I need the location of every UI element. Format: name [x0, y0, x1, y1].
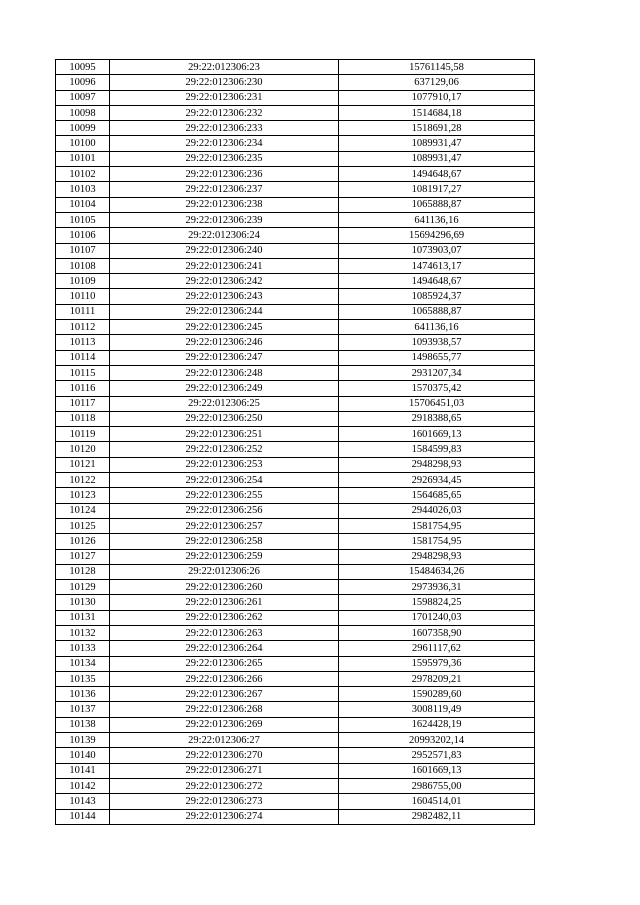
cadastral-value-cell: 2926934,45: [339, 473, 535, 488]
table-row: [56, 121, 535, 136]
cadastral-value-cell: 1564685,65: [339, 488, 535, 503]
table-row: [56, 488, 535, 503]
table-row: [56, 350, 535, 365]
row-number-cell: 10116: [56, 381, 110, 396]
cadastral-value-cell: 2948298,93: [339, 457, 535, 472]
table-row: [56, 534, 535, 549]
cadastral-number-cell: 29:22:012306:241: [110, 258, 339, 273]
row-number-cell: 10131: [56, 610, 110, 625]
cadastral-value-cell: 1494648,67: [339, 167, 535, 182]
cadastral-number-cell: 29:22:012306:254: [110, 473, 339, 488]
row-number-cell: 10144: [56, 809, 110, 824]
cadastral-value-table: [55, 59, 535, 825]
cadastral-value-cell: 1089931,47: [339, 151, 535, 166]
table-row: [56, 304, 535, 319]
cadastral-number-cell: 29:22:012306:253: [110, 457, 339, 472]
cadastral-value-cell: 1518691,28: [339, 121, 535, 136]
cadastral-number-cell: 29:22:012306:260: [110, 580, 339, 595]
cadastral-number-cell: 29:22:012306:238: [110, 197, 339, 212]
row-number-cell: 10120: [56, 442, 110, 457]
cadastral-value-cell: 1581754,95: [339, 518, 535, 533]
cadastral-value-cell: 1498655,77: [339, 350, 535, 365]
row-number-cell: 10108: [56, 258, 110, 273]
cadastral-value-cell: 1595979,36: [339, 656, 535, 671]
row-number-cell: 10136: [56, 687, 110, 702]
table-row: [56, 549, 535, 564]
table-row: [56, 167, 535, 182]
cadastral-value-cell: 1590289,60: [339, 687, 535, 702]
table-row: [56, 580, 535, 595]
cadastral-number-cell: 29:22:012306:239: [110, 212, 339, 227]
row-number-cell: 10117: [56, 396, 110, 411]
cadastral-value-cell: 1085924,37: [339, 289, 535, 304]
row-number-cell: 10130: [56, 595, 110, 610]
table-row: [56, 457, 535, 472]
table-row: [56, 75, 535, 90]
row-number-cell: 10103: [56, 182, 110, 197]
table-row: [56, 274, 535, 289]
cadastral-number-cell: 29:22:012306:256: [110, 503, 339, 518]
row-number-cell: 10122: [56, 473, 110, 488]
cadastral-value-cell: 2948298,93: [339, 549, 535, 564]
cadastral-number-cell: 29:22:012306:235: [110, 151, 339, 166]
cadastral-number-cell: 29:22:012306:237: [110, 182, 339, 197]
cadastral-number-cell: 29:22:012306:233: [110, 121, 339, 136]
table-row: [56, 60, 535, 75]
cadastral-number-cell: 29:22:012306:273: [110, 794, 339, 809]
table-row: [56, 641, 535, 656]
cadastral-number-cell: 29:22:012306:232: [110, 105, 339, 120]
cadastral-value-cell: 2918388,65: [339, 411, 535, 426]
cadastral-value-cell: 1093938,57: [339, 335, 535, 350]
cadastral-number-cell: 29:22:012306:231: [110, 90, 339, 105]
table-row: [56, 671, 535, 686]
row-number-cell: 10109: [56, 274, 110, 289]
table-row: [56, 717, 535, 732]
table-row: [56, 794, 535, 809]
table-row: [56, 212, 535, 227]
cadastral-value-cell: 2978209,21: [339, 671, 535, 686]
table-row: [56, 763, 535, 778]
row-number-cell: 10143: [56, 794, 110, 809]
cadastral-value-cell: 1607358,90: [339, 625, 535, 640]
cadastral-value-cell: 1701240,03: [339, 610, 535, 625]
table-row: [56, 809, 535, 824]
table-row: [56, 197, 535, 212]
cadastral-value-cell: 1601669,13: [339, 427, 535, 442]
row-number-cell: 10107: [56, 243, 110, 258]
cadastral-number-cell: 29:22:012306:261: [110, 595, 339, 610]
cadastral-value-cell: 1073903,07: [339, 243, 535, 258]
row-number-cell: 10140: [56, 748, 110, 763]
cadastral-number-cell: 29:22:012306:246: [110, 335, 339, 350]
table-row: [56, 136, 535, 151]
cadastral-value-cell: 15484634,26: [339, 564, 535, 579]
cadastral-value-cell: 1514684,18: [339, 105, 535, 120]
row-number-cell: 10118: [56, 411, 110, 426]
row-number-cell: 10110: [56, 289, 110, 304]
cadastral-value-cell: 15706451,03: [339, 396, 535, 411]
cadastral-value-cell: 1081917,27: [339, 182, 535, 197]
row-number-cell: 10105: [56, 212, 110, 227]
cadastral-number-cell: 29:22:012306:271: [110, 763, 339, 778]
cadastral-number-cell: 29:22:012306:234: [110, 136, 339, 151]
table-row: [56, 105, 535, 120]
cadastral-number-cell: 29:22:012306:274: [110, 809, 339, 824]
cadastral-number-cell: 29:22:012306:263: [110, 625, 339, 640]
cadastral-value-cell: 2931207,34: [339, 365, 535, 380]
cadastral-value-cell: 1065888,87: [339, 197, 535, 212]
cadastral-number-cell: 29:22:012306:265: [110, 656, 339, 671]
table-row: [56, 702, 535, 717]
table-row: [56, 656, 535, 671]
cadastral-number-cell: 29:22:012306:252: [110, 442, 339, 457]
table-row: [56, 595, 535, 610]
row-number-cell: 10138: [56, 717, 110, 732]
cadastral-value-cell: 1077910,17: [339, 90, 535, 105]
row-number-cell: 10112: [56, 320, 110, 335]
cadastral-number-cell: 29:22:012306:236: [110, 167, 339, 182]
cadastral-value-cell: 1584599,83: [339, 442, 535, 457]
table-row: [56, 564, 535, 579]
cadastral-number-cell: 29:22:012306:262: [110, 610, 339, 625]
row-number-cell: 10135: [56, 671, 110, 686]
cadastral-value-cell: 2982482,11: [339, 809, 535, 824]
table-row: [56, 381, 535, 396]
table-row: [56, 518, 535, 533]
cadastral-value-cell: 1089931,47: [339, 136, 535, 151]
row-number-cell: 10133: [56, 641, 110, 656]
row-number-cell: 10127: [56, 549, 110, 564]
table-row: [56, 228, 535, 243]
row-number-cell: 10104: [56, 197, 110, 212]
cadastral-number-cell: 29:22:012306:27: [110, 733, 339, 748]
table-row: [56, 503, 535, 518]
row-number-cell: 10098: [56, 105, 110, 120]
table-row: [56, 411, 535, 426]
cadastral-value-cell: 641136,16: [339, 320, 535, 335]
row-number-cell: 10099: [56, 121, 110, 136]
table-row: [56, 335, 535, 350]
row-number-cell: 10128: [56, 564, 110, 579]
table-row: [56, 258, 535, 273]
cadastral-number-cell: 29:22:012306:240: [110, 243, 339, 258]
table-row: [56, 473, 535, 488]
row-number-cell: 10141: [56, 763, 110, 778]
cadastral-value-cell: 1494648,67: [339, 274, 535, 289]
cadastral-number-cell: 29:22:012306:264: [110, 641, 339, 656]
cadastral-number-cell: 29:22:012306:259: [110, 549, 339, 564]
cadastral-value-cell: 15694296,69: [339, 228, 535, 243]
row-number-cell: 10101: [56, 151, 110, 166]
cadastral-value-cell: 15761145,58: [339, 60, 535, 75]
cadastral-value-cell: 1624428,19: [339, 717, 535, 732]
table-row: [56, 442, 535, 457]
cadastral-value-cell: 1570375,42: [339, 381, 535, 396]
cadastral-number-cell: 29:22:012306:272: [110, 778, 339, 793]
cadastral-number-cell: 29:22:012306:267: [110, 687, 339, 702]
row-number-cell: 10100: [56, 136, 110, 151]
row-number-cell: 10129: [56, 580, 110, 595]
cadastral-number-cell: 29:22:012306:269: [110, 717, 339, 732]
row-number-cell: 10142: [56, 778, 110, 793]
table-row: [56, 733, 535, 748]
row-number-cell: 10113: [56, 335, 110, 350]
cadastral-number-cell: 29:22:012306:24: [110, 228, 339, 243]
cadastral-value-cell: 641136,16: [339, 212, 535, 227]
row-number-cell: 10106: [56, 228, 110, 243]
cadastral-value-cell: 2944026,03: [339, 503, 535, 518]
table-body: [56, 60, 535, 825]
row-number-cell: 10114: [56, 350, 110, 365]
row-number-cell: 10132: [56, 625, 110, 640]
cadastral-value-cell: 1604514,01: [339, 794, 535, 809]
row-number-cell: 10119: [56, 427, 110, 442]
table-row: [56, 427, 535, 442]
table-row: [56, 151, 535, 166]
row-number-cell: 10139: [56, 733, 110, 748]
cadastral-number-cell: 29:22:012306:245: [110, 320, 339, 335]
cadastral-number-cell: 29:22:012306:244: [110, 304, 339, 319]
table-row: [56, 243, 535, 258]
table-row: [56, 625, 535, 640]
table-row: [56, 687, 535, 702]
table-row: [56, 748, 535, 763]
cadastral-value-cell: 637129,06: [339, 75, 535, 90]
cadastral-value-cell: 2986755,00: [339, 778, 535, 793]
cadastral-value-cell: 1601669,13: [339, 763, 535, 778]
cadastral-value-cell: 20993202,14: [339, 733, 535, 748]
cadastral-number-cell: 29:22:012306:247: [110, 350, 339, 365]
row-number-cell: 10097: [56, 90, 110, 105]
cadastral-number-cell: 29:22:012306:243: [110, 289, 339, 304]
cadastral-value-cell: 1065888,87: [339, 304, 535, 319]
cadastral-value-cell: 1581754,95: [339, 534, 535, 549]
row-number-cell: 10125: [56, 518, 110, 533]
table-row: [56, 289, 535, 304]
cadastral-number-cell: 29:22:012306:266: [110, 671, 339, 686]
cadastral-number-cell: 29:22:012306:255: [110, 488, 339, 503]
table-row: [56, 182, 535, 197]
cadastral-number-cell: 29:22:012306:258: [110, 534, 339, 549]
cadastral-number-cell: 29:22:012306:248: [110, 365, 339, 380]
cadastral-value-cell: 1474613,17: [339, 258, 535, 273]
table-row: [56, 320, 535, 335]
row-number-cell: 10111: [56, 304, 110, 319]
table-row: [56, 365, 535, 380]
table-row: [56, 610, 535, 625]
cadastral-value-cell: 3008119,49: [339, 702, 535, 717]
row-number-cell: 10121: [56, 457, 110, 472]
cadastral-number-cell: 29:22:012306:268: [110, 702, 339, 717]
row-number-cell: 10124: [56, 503, 110, 518]
row-number-cell: 10102: [56, 167, 110, 182]
cadastral-number-cell: 29:22:012306:250: [110, 411, 339, 426]
cadastral-number-cell: 29:22:012306:257: [110, 518, 339, 533]
cadastral-number-cell: 29:22:012306:242: [110, 274, 339, 289]
row-number-cell: 10095: [56, 60, 110, 75]
cadastral-number-cell: 29:22:012306:26: [110, 564, 339, 579]
row-number-cell: 10134: [56, 656, 110, 671]
row-number-cell: 10115: [56, 365, 110, 380]
cadastral-number-cell: 29:22:012306:23: [110, 60, 339, 75]
table-row: [56, 396, 535, 411]
cadastral-number-cell: 29:22:012306:25: [110, 396, 339, 411]
cadastral-value-cell: 2952571,83: [339, 748, 535, 763]
table-row: [56, 778, 535, 793]
row-number-cell: 10126: [56, 534, 110, 549]
cadastral-number-cell: 29:22:012306:270: [110, 748, 339, 763]
cadastral-value-cell: 2973936,31: [339, 580, 535, 595]
row-number-cell: 10096: [56, 75, 110, 90]
cadastral-value-cell: 2961117,62: [339, 641, 535, 656]
table-row: [56, 90, 535, 105]
row-number-cell: 10123: [56, 488, 110, 503]
cadastral-number-cell: 29:22:012306:251: [110, 427, 339, 442]
cadastral-value-cell: 1598824,25: [339, 595, 535, 610]
row-number-cell: 10137: [56, 702, 110, 717]
cadastral-number-cell: 29:22:012306:230: [110, 75, 339, 90]
cadastral-number-cell: 29:22:012306:249: [110, 381, 339, 396]
